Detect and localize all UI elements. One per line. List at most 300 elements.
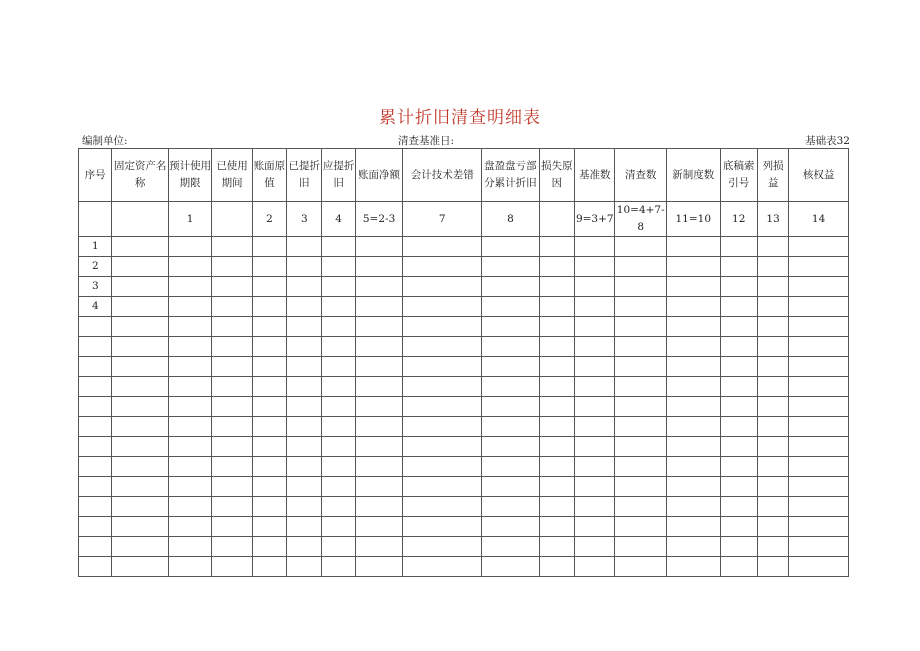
table-cell	[403, 237, 482, 257]
table-cell	[212, 477, 252, 497]
table-cell	[355, 457, 402, 477]
table-cell	[667, 497, 721, 517]
table-cell	[757, 457, 788, 477]
table-cell	[720, 257, 757, 277]
table-cell	[112, 517, 169, 537]
table-cell	[575, 357, 615, 377]
row-index	[79, 377, 112, 397]
table-cell	[482, 397, 540, 417]
table-cell	[615, 557, 667, 577]
column-number	[112, 202, 169, 237]
column-number: 4	[322, 202, 355, 237]
table-cell	[112, 357, 169, 377]
table-cell	[355, 297, 402, 317]
table-cell	[720, 437, 757, 457]
table-cell	[168, 537, 211, 557]
table-cell	[615, 517, 667, 537]
table-cell	[355, 417, 402, 437]
table-cell	[252, 477, 286, 497]
table-row	[79, 497, 849, 517]
table-cell	[757, 517, 788, 537]
table-cell	[212, 457, 252, 477]
table-cell	[112, 477, 169, 497]
table-cell	[287, 437, 322, 457]
table-cell	[720, 477, 757, 497]
table-cell	[482, 377, 540, 397]
table-cell	[112, 497, 169, 517]
table-cell	[615, 437, 667, 457]
table-cell	[322, 497, 355, 517]
table-cell	[575, 537, 615, 557]
table-cell	[575, 417, 615, 437]
table-cell	[789, 557, 849, 577]
table-row	[79, 277, 849, 297]
table-cell	[667, 357, 721, 377]
column-number: 2	[252, 202, 286, 237]
table-cell	[287, 397, 322, 417]
table-cell	[168, 277, 211, 297]
table-cell	[252, 277, 286, 297]
column-header: 账面原值	[252, 149, 286, 202]
unit-label: 编制单位:	[82, 135, 128, 147]
table-cell	[539, 257, 574, 277]
table-cell	[482, 477, 540, 497]
table-cell	[615, 397, 667, 417]
table-cell	[539, 517, 574, 537]
table-cell	[168, 557, 211, 577]
table-cell	[112, 317, 169, 337]
table-cell	[757, 357, 788, 377]
row-index: 2	[79, 257, 112, 277]
table-cell	[287, 317, 322, 337]
table-row	[79, 397, 849, 417]
table-cell	[403, 257, 482, 277]
column-header: 损失原因	[539, 149, 574, 202]
table-cell	[403, 457, 482, 477]
column-header: 基准数	[575, 149, 615, 202]
table-cell	[575, 557, 615, 577]
table-cell	[168, 397, 211, 417]
table-cell	[720, 377, 757, 397]
table-cell	[667, 317, 721, 337]
column-number: 13	[757, 202, 788, 237]
table-cell	[212, 257, 252, 277]
table-cell	[720, 557, 757, 577]
table-cell	[482, 497, 540, 517]
table-cell	[212, 537, 252, 557]
table-cell	[575, 277, 615, 297]
table-cell	[789, 437, 849, 457]
column-number: 11=10	[667, 202, 721, 237]
column-number-row	[79, 202, 849, 237]
table-cell	[667, 277, 721, 297]
table-cell	[539, 537, 574, 557]
table-cell	[789, 397, 849, 417]
table-cell	[212, 357, 252, 377]
table-row	[79, 517, 849, 537]
table-cell	[789, 237, 849, 257]
table-cell	[757, 377, 788, 397]
table-cell	[322, 457, 355, 477]
table-cell	[252, 257, 286, 277]
row-index	[79, 517, 112, 537]
table-cell	[575, 337, 615, 357]
table-cell	[355, 497, 402, 517]
table-cell	[168, 357, 211, 377]
table-cell	[667, 557, 721, 577]
depreciation-table	[78, 148, 849, 577]
table-cell	[322, 517, 355, 537]
table-cell	[252, 297, 286, 317]
table-cell	[539, 477, 574, 497]
table-cell	[667, 337, 721, 357]
table-cell	[667, 437, 721, 457]
table-cell	[757, 557, 788, 577]
table-row	[79, 237, 849, 257]
table-cell	[287, 237, 322, 257]
table-cell	[575, 377, 615, 397]
table-cell	[720, 337, 757, 357]
column-header: 核权益	[789, 149, 849, 202]
table-cell	[720, 517, 757, 537]
table-cell	[403, 397, 482, 417]
table-cell	[575, 497, 615, 517]
table-cell	[615, 257, 667, 277]
table-cell	[168, 497, 211, 517]
date-label: 清查基准日:	[398, 135, 455, 147]
table-cell	[789, 317, 849, 337]
table-cell	[355, 257, 402, 277]
table-cell	[539, 377, 574, 397]
table-cell	[615, 317, 667, 337]
table-cell	[615, 417, 667, 437]
row-index	[79, 417, 112, 437]
table-cell	[112, 417, 169, 437]
table-cell	[789, 477, 849, 497]
table-cell	[112, 437, 169, 457]
row-index	[79, 337, 112, 357]
table-cell	[355, 397, 402, 417]
table-cell	[322, 337, 355, 357]
table-cell	[667, 297, 721, 317]
table-cell	[287, 417, 322, 437]
table-cell	[252, 497, 286, 517]
table-cell	[720, 297, 757, 317]
table-cell	[287, 357, 322, 377]
table-cell	[252, 377, 286, 397]
table-cell	[355, 537, 402, 557]
table-cell	[287, 277, 322, 297]
table-cell	[212, 297, 252, 317]
table-cell	[112, 237, 169, 257]
column-number	[79, 202, 112, 237]
row-index	[79, 557, 112, 577]
table-cell	[403, 497, 482, 517]
table-row	[79, 477, 849, 497]
table-cell	[287, 377, 322, 397]
table-cell	[252, 537, 286, 557]
column-header: 序号	[79, 149, 112, 202]
table-cell	[667, 537, 721, 557]
table-cell	[539, 317, 574, 337]
table-cell	[539, 277, 574, 297]
table-cell	[112, 537, 169, 557]
table-cell	[757, 417, 788, 437]
table-cell	[287, 297, 322, 317]
table-cell	[252, 317, 286, 337]
table-cell	[212, 237, 252, 257]
table-cell	[212, 557, 252, 577]
table-cell	[575, 477, 615, 497]
table-cell	[615, 497, 667, 517]
table-cell	[720, 317, 757, 337]
table-cell	[575, 237, 615, 257]
table-cell	[287, 517, 322, 537]
table-row	[79, 317, 849, 337]
column-header: 预计使用期限	[168, 149, 211, 202]
table-cell	[757, 317, 788, 337]
table-cell	[720, 457, 757, 477]
table-cell	[757, 477, 788, 497]
table-cell	[168, 297, 211, 317]
table-cell	[112, 377, 169, 397]
table-cell	[252, 557, 286, 577]
row-index	[79, 397, 112, 417]
table-cell	[212, 397, 252, 417]
table-row	[79, 337, 849, 357]
table-cell	[168, 377, 211, 397]
column-header: 底稿索引号	[720, 149, 757, 202]
column-header: 应提折旧	[322, 149, 355, 202]
table-cell	[789, 377, 849, 397]
row-index: 4	[79, 297, 112, 317]
column-number: 5=2-3	[355, 202, 402, 237]
row-index	[79, 317, 112, 337]
column-number: 3	[287, 202, 322, 237]
table-cell	[355, 377, 402, 397]
table-cell	[322, 557, 355, 577]
table-cell	[575, 457, 615, 477]
column-header: 账面净额	[355, 149, 402, 202]
column-header: 盘盈盘亏部分累计折旧	[482, 149, 540, 202]
table-cell	[789, 297, 849, 317]
table-cell	[789, 517, 849, 537]
table-cell	[355, 517, 402, 537]
table-cell	[355, 437, 402, 457]
table-cell	[212, 497, 252, 517]
table-cell	[252, 397, 286, 417]
column-number	[539, 202, 574, 237]
table-cell	[539, 357, 574, 377]
table-cell	[720, 537, 757, 557]
column-number: 1	[168, 202, 211, 237]
table-cell	[575, 437, 615, 457]
table-cell	[482, 317, 540, 337]
table-cell	[168, 437, 211, 457]
table-cell	[482, 517, 540, 537]
table-cell	[322, 417, 355, 437]
table-cell	[112, 257, 169, 277]
table-cell	[168, 457, 211, 477]
table-cell	[112, 397, 169, 417]
row-index: 3	[79, 277, 112, 297]
table-cell	[403, 297, 482, 317]
table-cell	[252, 417, 286, 437]
table-cell	[355, 277, 402, 297]
table-cell	[322, 297, 355, 317]
table-cell	[789, 497, 849, 517]
table-cell	[355, 237, 402, 257]
row-index: 1	[79, 237, 112, 257]
table-cell	[252, 237, 286, 257]
table-cell	[212, 317, 252, 337]
column-header: 列损益	[757, 149, 788, 202]
table-row	[79, 557, 849, 577]
table-cell	[667, 237, 721, 257]
table-cell	[322, 397, 355, 417]
table-cell	[403, 477, 482, 497]
table-cell	[252, 517, 286, 537]
table-cell	[112, 297, 169, 317]
table-cell	[539, 297, 574, 317]
table-cell	[403, 277, 482, 297]
row-index	[79, 457, 112, 477]
column-number: 10=4+7-8	[615, 202, 667, 237]
table-cell	[615, 477, 667, 497]
table-cell	[403, 317, 482, 337]
table-cell	[539, 497, 574, 517]
table-cell	[168, 517, 211, 537]
table-cell	[482, 537, 540, 557]
table-row	[79, 437, 849, 457]
table-cell	[112, 337, 169, 357]
table-cell	[482, 357, 540, 377]
table-cell	[355, 357, 402, 377]
table-cell	[403, 377, 482, 397]
table-cell	[355, 317, 402, 337]
table-cell	[355, 557, 402, 577]
table-cell	[212, 517, 252, 537]
table-cell	[482, 417, 540, 437]
table-cell	[667, 377, 721, 397]
table-cell	[575, 257, 615, 277]
table-cell	[757, 497, 788, 517]
table-cell	[667, 417, 721, 437]
table-cell	[482, 277, 540, 297]
table-cell	[539, 437, 574, 457]
table-cell	[212, 337, 252, 357]
column-number: 12	[720, 202, 757, 237]
table-cell	[789, 537, 849, 557]
column-number: 7	[403, 202, 482, 237]
table-row	[79, 357, 849, 377]
table-cell	[287, 557, 322, 577]
table-cell	[212, 437, 252, 457]
table-cell	[539, 417, 574, 437]
table-cell	[403, 337, 482, 357]
row-index	[79, 497, 112, 517]
table-cell	[322, 377, 355, 397]
table-cell	[539, 337, 574, 357]
table-cell	[757, 337, 788, 357]
table-row	[79, 417, 849, 437]
table-cell	[252, 337, 286, 357]
table-cell	[615, 337, 667, 357]
table-cell	[322, 257, 355, 277]
table-cell	[720, 277, 757, 297]
table-cell	[322, 277, 355, 297]
row-index	[79, 357, 112, 377]
table-cell	[720, 237, 757, 257]
table-cell	[403, 517, 482, 537]
table-cell	[287, 257, 322, 277]
table-cell	[287, 497, 322, 517]
table-cell	[757, 537, 788, 557]
table-cell	[252, 437, 286, 457]
table-cell	[482, 437, 540, 457]
column-number: 8	[482, 202, 540, 237]
table-cell	[482, 337, 540, 357]
table-cell	[757, 277, 788, 297]
table-cell	[212, 377, 252, 397]
column-header: 已提折旧	[287, 149, 322, 202]
row-index	[79, 537, 112, 557]
table-cell	[720, 357, 757, 377]
table-row	[79, 297, 849, 317]
table-cell	[539, 237, 574, 257]
table-cell	[615, 277, 667, 297]
table-row	[79, 257, 849, 277]
table-cell	[482, 297, 540, 317]
table-cell	[168, 237, 211, 257]
table-cell	[789, 357, 849, 377]
table-cell	[287, 537, 322, 557]
table-cell	[615, 377, 667, 397]
table-cell	[757, 437, 788, 457]
table-cell	[322, 537, 355, 557]
table-cell	[168, 317, 211, 337]
header-row	[79, 149, 849, 202]
column-header: 新制度数	[667, 149, 721, 202]
table-cell	[168, 257, 211, 277]
table-cell	[789, 337, 849, 357]
table-cell	[322, 237, 355, 257]
column-number	[212, 202, 252, 237]
table-cell	[757, 257, 788, 277]
table-cell	[615, 237, 667, 257]
table-row	[79, 537, 849, 557]
row-index	[79, 437, 112, 457]
table-cell	[720, 417, 757, 437]
table-row	[79, 377, 849, 397]
table-cell	[168, 417, 211, 437]
table-cell	[789, 257, 849, 277]
table-cell	[403, 557, 482, 577]
table-cell	[482, 457, 540, 477]
table-cell	[355, 477, 402, 497]
table-cell	[287, 337, 322, 357]
table-cell	[667, 457, 721, 477]
table-cell	[667, 397, 721, 417]
table-cell	[403, 537, 482, 557]
table-cell	[575, 397, 615, 417]
table-cell	[757, 397, 788, 417]
table-cell	[720, 497, 757, 517]
table-cell	[287, 477, 322, 497]
table-cell	[403, 357, 482, 377]
table-cell	[322, 437, 355, 457]
table-cell	[539, 557, 574, 577]
